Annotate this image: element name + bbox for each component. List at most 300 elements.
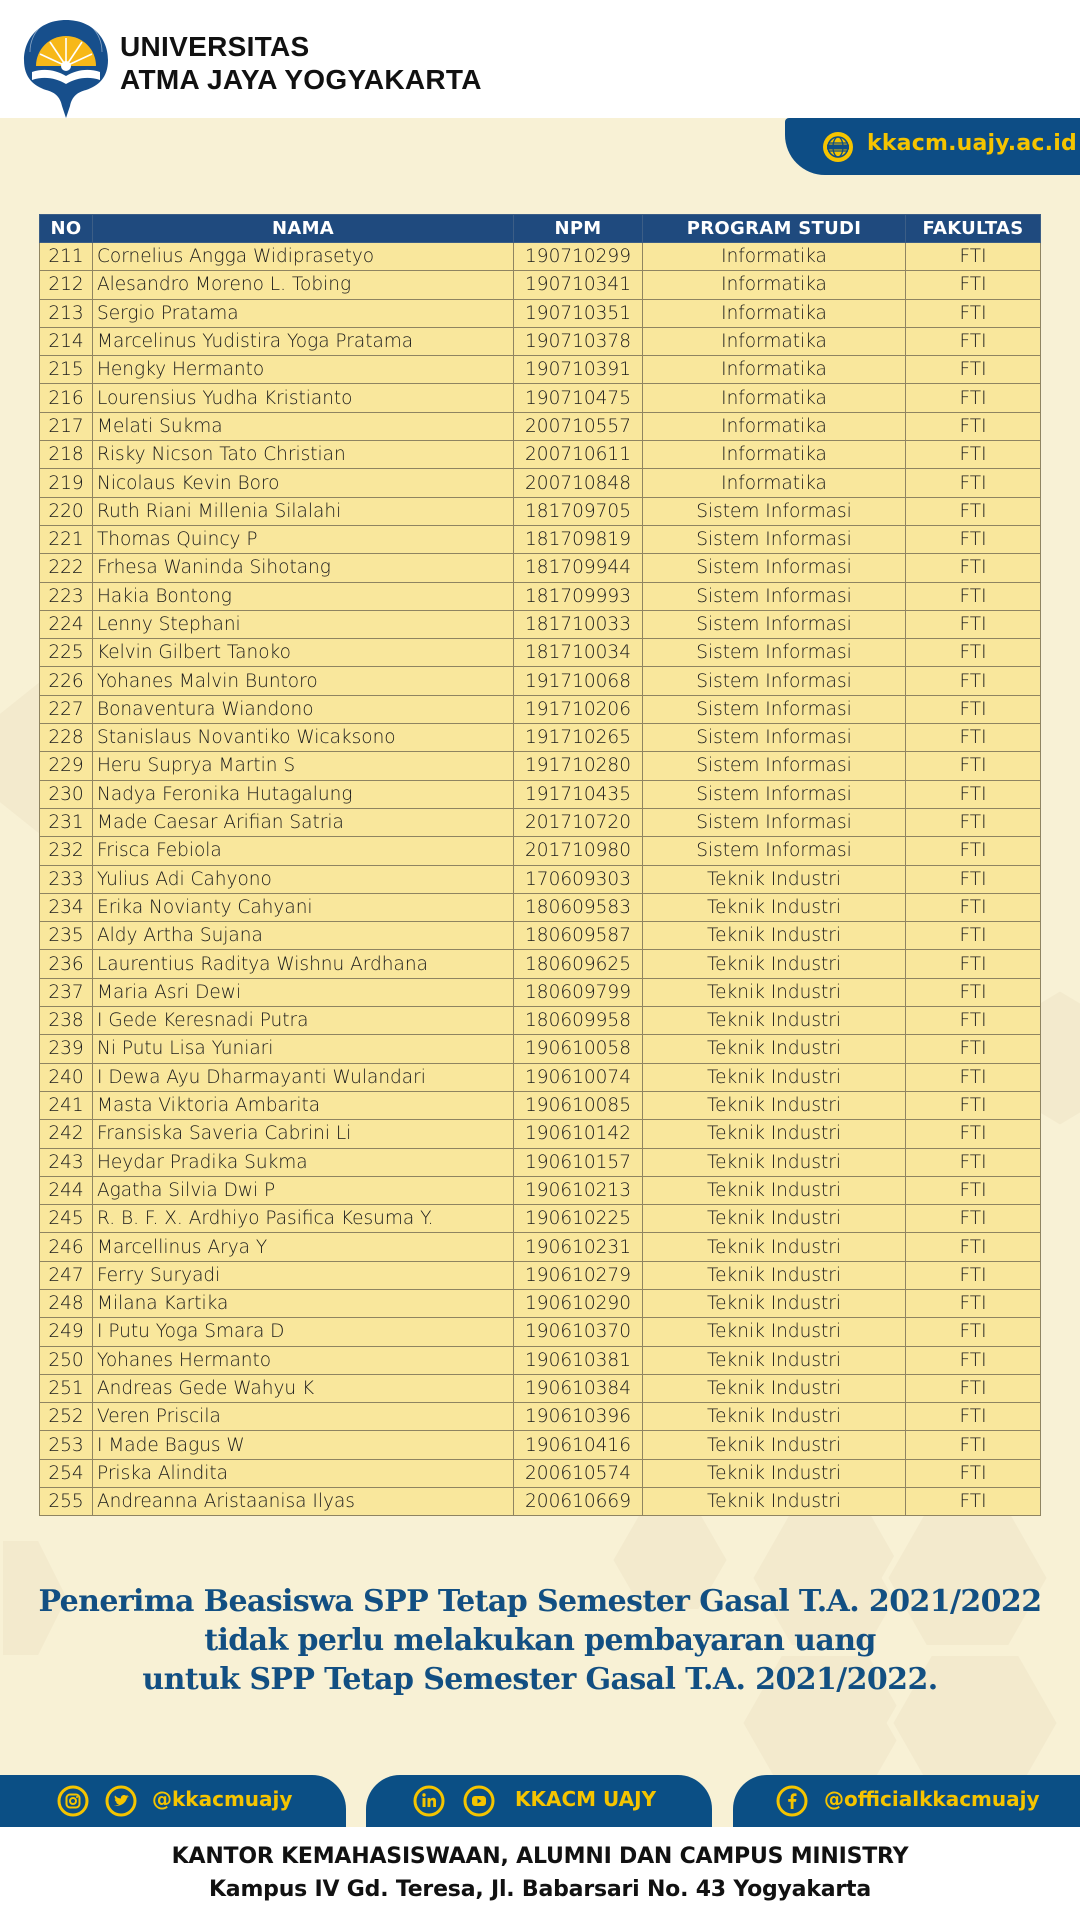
cell-npm: 190610157 xyxy=(514,1148,643,1176)
cell-fakultas: FTI xyxy=(906,695,1041,723)
cell-npm: 200610669 xyxy=(514,1488,643,1516)
cell-nama: Milana Kartika xyxy=(93,1289,514,1317)
cell-fakultas: FTI xyxy=(906,441,1041,469)
globe-www-icon xyxy=(822,131,854,163)
cell-program-studi: Informatika xyxy=(643,271,906,299)
cell-nama: Kelvin Gilbert Tanoko xyxy=(93,639,514,667)
cell-program-studi: Teknik Industri xyxy=(643,1346,906,1374)
cell-no: 222 xyxy=(40,554,93,582)
cell-nama: Veren Priscila xyxy=(93,1403,514,1431)
cell-npm: 191710068 xyxy=(514,667,643,695)
cell-npm: 190610381 xyxy=(514,1346,643,1374)
cell-npm: 200710557 xyxy=(514,412,643,440)
cell-program-studi: Teknik Industri xyxy=(643,1148,906,1176)
table-row xyxy=(40,1403,1041,1431)
table-row xyxy=(40,384,1041,412)
cell-fakultas: FTI xyxy=(906,1261,1041,1289)
table-row xyxy=(40,1233,1041,1261)
cell-nama: Nadya Feronika Hutagalung xyxy=(93,780,514,808)
table-row xyxy=(40,950,1041,978)
table-row xyxy=(40,469,1041,497)
cell-nama: Stanislaus Novantiko Wicaksono xyxy=(93,724,514,752)
cell-no: 213 xyxy=(40,299,93,327)
cell-npm: 190710475 xyxy=(514,384,643,412)
cell-program-studi: Sistem Informasi xyxy=(643,667,906,695)
table-row xyxy=(40,554,1041,582)
cell-program-studi: Teknik Industri xyxy=(643,1091,906,1119)
cell-nama: Melati Sukma xyxy=(93,412,514,440)
cell-nama: Marcellinus Arya Y xyxy=(93,1233,514,1261)
cell-fakultas: FTI xyxy=(906,1148,1041,1176)
cell-nama: Yohanes Hermanto xyxy=(93,1346,514,1374)
cell-npm: 191710280 xyxy=(514,752,643,780)
cell-npm: 191710265 xyxy=(514,724,643,752)
table-row xyxy=(40,837,1041,865)
cell-no: 245 xyxy=(40,1205,93,1233)
cell-no: 211 xyxy=(40,243,93,271)
cell-npm: 190610396 xyxy=(514,1403,643,1431)
cell-fakultas: FTI xyxy=(906,497,1041,525)
notice-line1: Penerima Beasiswa SPP Tetap Semester Gasal T.A. 2021/2022 xyxy=(38,1584,1042,1619)
cell-npm: 181710033 xyxy=(514,610,643,638)
column-header-nama: NAMA xyxy=(93,215,514,243)
cell-npm: 190710391 xyxy=(514,356,643,384)
cell-npm: 180609799 xyxy=(514,978,643,1006)
cell-npm: 200610574 xyxy=(514,1459,643,1487)
cell-no: 233 xyxy=(40,865,93,893)
cell-npm: 190610213 xyxy=(514,1176,643,1204)
cell-npm: 190610058 xyxy=(514,1035,643,1063)
cell-nama: I Made Bagus W xyxy=(93,1431,514,1459)
cell-fakultas: FTI xyxy=(906,1431,1041,1459)
cell-no: 255 xyxy=(40,1488,93,1516)
column-header-fakultas: FAKULTAS xyxy=(906,215,1041,243)
cell-npm: 190710378 xyxy=(514,327,643,355)
cell-program-studi: Informatika xyxy=(643,327,906,355)
cell-no: 239 xyxy=(40,1035,93,1063)
cell-nama: Priska Alindita xyxy=(93,1459,514,1487)
youtube-icon[interactable] xyxy=(463,1785,495,1817)
table-row xyxy=(40,1035,1041,1063)
cell-npm: 181709819 xyxy=(514,525,643,553)
cell-no: 252 xyxy=(40,1403,93,1431)
cell-fakultas: FTI xyxy=(906,1403,1041,1431)
cell-npm: 190710299 xyxy=(514,243,643,271)
cell-program-studi: Teknik Industri xyxy=(643,1459,906,1487)
cell-npm: 190610416 xyxy=(514,1431,643,1459)
cell-fakultas: FTI xyxy=(906,299,1041,327)
table-row xyxy=(40,752,1041,780)
cell-fakultas: FTI xyxy=(906,327,1041,355)
table-row xyxy=(40,1318,1041,1346)
cell-program-studi: Sistem Informasi xyxy=(643,497,906,525)
cell-nama: Andreanna Aristaanisa Ilyas xyxy=(93,1488,514,1516)
cell-fakultas: FTI xyxy=(906,610,1041,638)
cell-nama: Ruth Riani Millenia Silalahi xyxy=(93,497,514,525)
cell-program-studi: Sistem Informasi xyxy=(643,639,906,667)
cell-nama: Heydar Pradika Sukma xyxy=(93,1148,514,1176)
table-row xyxy=(40,865,1041,893)
cell-program-studi: Informatika xyxy=(643,412,906,440)
cell-nama: Hakia Bontong xyxy=(93,582,514,610)
cell-no: 219 xyxy=(40,469,93,497)
university-logo xyxy=(20,16,112,120)
cell-program-studi: Teknik Industri xyxy=(643,1120,906,1148)
cell-no: 247 xyxy=(40,1261,93,1289)
cell-nama: Marcelinus Yudistira Yoga Pratama xyxy=(93,327,514,355)
cell-fakultas: FTI xyxy=(906,780,1041,808)
cell-fakultas: FTI xyxy=(906,412,1041,440)
notice-line2: tidak perlu melakukan pembayaran uang xyxy=(204,1623,876,1658)
table-row xyxy=(40,1007,1041,1035)
scholarship-table xyxy=(39,214,1041,1516)
cell-nama: Frisca Febiola xyxy=(93,837,514,865)
table-row xyxy=(40,412,1041,440)
cell-nama: Cornelius Angga Widiprasetyo xyxy=(93,243,514,271)
cell-no: 229 xyxy=(40,752,93,780)
table-row xyxy=(40,1346,1041,1374)
cell-no: 244 xyxy=(40,1176,93,1204)
table-row xyxy=(40,808,1041,836)
cell-npm: 190610279 xyxy=(514,1261,643,1289)
cell-no: 212 xyxy=(40,271,93,299)
table-row xyxy=(40,695,1041,723)
cell-npm: 180609625 xyxy=(514,950,643,978)
cell-no: 231 xyxy=(40,808,93,836)
website-badge[interactable] xyxy=(785,118,1080,175)
column-header-npm: NPM xyxy=(514,215,643,243)
cell-nama: Made Caesar Arifian Satria xyxy=(93,808,514,836)
social-tab-officialkkacmuajy[interactable] xyxy=(733,1775,1080,1827)
table-header-row xyxy=(40,215,1041,243)
cell-nama: Lenny Stephani xyxy=(93,610,514,638)
cell-program-studi: Sistem Informasi xyxy=(643,808,906,836)
instagram-icon[interactable] xyxy=(57,1785,89,1817)
cell-no: 226 xyxy=(40,667,93,695)
cell-no: 249 xyxy=(40,1318,93,1346)
university-name-line2: ATMA JAYA YOGYAKARTA xyxy=(120,64,482,95)
cell-nama: R. B. F. X. Ardhiyo Pasifica Kesuma Y. xyxy=(93,1205,514,1233)
cell-npm: 191710206 xyxy=(514,695,643,723)
cell-fakultas: FTI xyxy=(906,1063,1041,1091)
column-header-program-studi: PROGRAM STUDI xyxy=(643,215,906,243)
cell-no: 242 xyxy=(40,1120,93,1148)
cell-fakultas: FTI xyxy=(906,1346,1041,1374)
table-row xyxy=(40,1459,1041,1487)
table-row xyxy=(40,525,1041,553)
cell-no: 230 xyxy=(40,780,93,808)
cell-program-studi: Teknik Industri xyxy=(643,1403,906,1431)
footer xyxy=(0,1827,1080,1920)
table-body xyxy=(40,243,1041,1516)
table-row xyxy=(40,299,1041,327)
cell-nama: Lourensius Yudha Kristianto xyxy=(93,384,514,412)
table-row xyxy=(40,780,1041,808)
cell-program-studi: Teknik Industri xyxy=(643,1318,906,1346)
cell-npm: 201710980 xyxy=(514,837,643,865)
cell-program-studi: Teknik Industri xyxy=(643,1374,906,1402)
cell-nama: Nicolaus Kevin Boro xyxy=(93,469,514,497)
cell-npm: 180609587 xyxy=(514,922,643,950)
cell-nama: Yulius Adi Cahyono xyxy=(93,865,514,893)
cell-fakultas: FTI xyxy=(906,808,1041,836)
cell-nama: Maria Asri Dewi xyxy=(93,978,514,1006)
table-row xyxy=(40,639,1041,667)
cell-program-studi: Teknik Industri xyxy=(643,865,906,893)
cell-npm: 190610290 xyxy=(514,1289,643,1317)
cell-npm: 181710034 xyxy=(514,639,643,667)
cell-npm: 191710435 xyxy=(514,780,643,808)
cell-program-studi: Teknik Industri xyxy=(643,1289,906,1317)
table-row xyxy=(40,724,1041,752)
table-row xyxy=(40,893,1041,921)
table-row xyxy=(40,667,1041,695)
table-row xyxy=(40,922,1041,950)
cell-no: 225 xyxy=(40,639,93,667)
facebook-icon[interactable] xyxy=(776,1785,808,1817)
cell-no: 227 xyxy=(40,695,93,723)
cell-fakultas: FTI xyxy=(906,356,1041,384)
cell-npm: 190710351 xyxy=(514,299,643,327)
cell-program-studi: Sistem Informasi xyxy=(643,525,906,553)
cell-nama: Ni Putu Lisa Yuniari xyxy=(93,1035,514,1063)
cell-fakultas: FTI xyxy=(906,922,1041,950)
cell-nama: Thomas Quincy P xyxy=(93,525,514,553)
cell-fakultas: FTI xyxy=(906,1374,1041,1402)
website-url[interactable]: kkacm.uajy.ac.id xyxy=(867,131,1077,156)
cell-npm: 201710720 xyxy=(514,808,643,836)
cell-no: 235 xyxy=(40,922,93,950)
cell-nama: Fransiska Saveria Cabrini Li xyxy=(93,1120,514,1148)
cell-nama: Heru Suprya Martin S xyxy=(93,752,514,780)
cell-nama: Masta Viktoria Ambarita xyxy=(93,1091,514,1119)
cell-nama: Yohanes Malvin Buntoro xyxy=(93,667,514,695)
cell-fakultas: FTI xyxy=(906,1488,1041,1516)
cell-no: 241 xyxy=(40,1091,93,1119)
cell-nama: Alesandro Moreno L. Tobing xyxy=(93,271,514,299)
linkedin-icon[interactable] xyxy=(413,1785,445,1817)
cell-program-studi: Informatika xyxy=(643,356,906,384)
cell-fakultas: FTI xyxy=(906,1176,1041,1204)
table-row xyxy=(40,978,1041,1006)
cell-nama: Erika Novianty Cahyani xyxy=(93,893,514,921)
cell-npm: 190610074 xyxy=(514,1063,643,1091)
cell-fakultas: FTI xyxy=(906,582,1041,610)
cell-no: 215 xyxy=(40,356,93,384)
cell-nama: I Gede Keresnadi Putra xyxy=(93,1007,514,1035)
cell-npm: 190610085 xyxy=(514,1091,643,1119)
social-handle-kkacm-uajy[interactable]: KKACM UAJY xyxy=(515,1787,657,1811)
cell-npm: 181709705 xyxy=(514,497,643,525)
social-tab-kkacm-uajy[interactable] xyxy=(366,1775,712,1827)
cell-no: 253 xyxy=(40,1431,93,1459)
cell-fakultas: FTI xyxy=(906,1035,1041,1063)
table-row xyxy=(40,1289,1041,1317)
cell-program-studi: Informatika xyxy=(643,384,906,412)
cell-no: 238 xyxy=(40,1007,93,1035)
cell-npm: 190710341 xyxy=(514,271,643,299)
cell-fakultas: FTI xyxy=(906,724,1041,752)
cell-no: 232 xyxy=(40,837,93,865)
table-row xyxy=(40,1063,1041,1091)
table-row xyxy=(40,582,1041,610)
cell-program-studi: Teknik Industri xyxy=(643,1233,906,1261)
cell-nama: Ferry Suryadi xyxy=(93,1261,514,1289)
cell-fakultas: FTI xyxy=(906,667,1041,695)
cell-program-studi: Teknik Industri xyxy=(643,1035,906,1063)
cell-program-studi: Sistem Informasi xyxy=(643,752,906,780)
cell-npm: 190610142 xyxy=(514,1120,643,1148)
cell-program-studi: Teknik Industri xyxy=(643,1176,906,1204)
cell-no: 214 xyxy=(40,327,93,355)
cell-fakultas: FTI xyxy=(906,950,1041,978)
cell-npm: 170609303 xyxy=(514,865,643,893)
social-handle-kkacmuajy[interactable]: @kkacmuajy xyxy=(152,1787,293,1811)
cell-nama: Aldy Artha Sujana xyxy=(93,922,514,950)
table-row xyxy=(40,1374,1041,1402)
table-row xyxy=(40,610,1041,638)
cell-program-studi: Informatika xyxy=(643,299,906,327)
cell-no: 224 xyxy=(40,610,93,638)
cell-no: 248 xyxy=(40,1289,93,1317)
table-row xyxy=(40,497,1041,525)
cell-fakultas: FTI xyxy=(906,893,1041,921)
column-header-no: NO xyxy=(40,215,93,243)
cell-program-studi: Sistem Informasi xyxy=(643,837,906,865)
cell-program-studi: Teknik Industri xyxy=(643,922,906,950)
cell-npm: 181709993 xyxy=(514,582,643,610)
table-row xyxy=(40,243,1041,271)
cell-fakultas: FTI xyxy=(906,1289,1041,1317)
cell-npm: 190610225 xyxy=(514,1205,643,1233)
university-name xyxy=(120,30,482,96)
cell-nama: Agatha Silvia Dwi P xyxy=(93,1176,514,1204)
header-bar xyxy=(0,0,1080,118)
cell-fakultas: FTI xyxy=(906,1120,1041,1148)
table-row xyxy=(40,1205,1041,1233)
cell-no: 228 xyxy=(40,724,93,752)
cell-no: 216 xyxy=(40,384,93,412)
university-name-line1: UNIVERSITAS xyxy=(120,31,310,62)
cell-npm: 180609583 xyxy=(514,893,643,921)
cell-fakultas: FTI xyxy=(906,752,1041,780)
cell-program-studi: Teknik Industri xyxy=(643,978,906,1006)
cell-nama: Frhesa Waninda Sihotang xyxy=(93,554,514,582)
cell-fakultas: FTI xyxy=(906,639,1041,667)
cell-no: 246 xyxy=(40,1233,93,1261)
cell-fakultas: FTI xyxy=(906,469,1041,497)
notice-line3: untuk SPP Tetap Semester Gasal T.A. 2021/2022. xyxy=(142,1662,938,1697)
cell-fakultas: FTI xyxy=(906,525,1041,553)
cell-program-studi: Teknik Industri xyxy=(643,1205,906,1233)
cell-no: 251 xyxy=(40,1374,93,1402)
cell-nama: Andreas Gede Wahyu K xyxy=(93,1374,514,1402)
table-row xyxy=(40,1261,1041,1289)
cell-fakultas: FTI xyxy=(906,384,1041,412)
twitter-icon[interactable] xyxy=(105,1785,137,1817)
table-row xyxy=(40,1148,1041,1176)
cell-npm: 180609958 xyxy=(514,1007,643,1035)
cell-program-studi: Sistem Informasi xyxy=(643,582,906,610)
table-row xyxy=(40,271,1041,299)
cell-program-studi: Teknik Industri xyxy=(643,950,906,978)
footer-address: Kampus IV Gd. Teresa, Jl. Babarsari No. 43 Yogyakarta xyxy=(208,1877,872,1902)
cell-program-studi: Informatika xyxy=(643,441,906,469)
cell-fakultas: FTI xyxy=(906,243,1041,271)
cell-no: 220 xyxy=(40,497,93,525)
cell-no: 240 xyxy=(40,1063,93,1091)
cell-fakultas: FTI xyxy=(906,1007,1041,1035)
cell-program-studi: Informatika xyxy=(643,469,906,497)
cell-nama: I Putu Yoga Smara D xyxy=(93,1318,514,1346)
cell-npm: 200710848 xyxy=(514,469,643,497)
cell-program-studi: Teknik Industri xyxy=(643,1007,906,1035)
cell-npm: 190610384 xyxy=(514,1374,643,1402)
cell-fakultas: FTI xyxy=(906,1205,1041,1233)
cell-program-studi: Teknik Industri xyxy=(643,1261,906,1289)
cell-fakultas: FTI xyxy=(906,865,1041,893)
notice-text xyxy=(0,1582,1080,1699)
table-row xyxy=(40,327,1041,355)
cell-no: 221 xyxy=(40,525,93,553)
cell-nama: I Dewa Ayu Dharmayanti Wulandari xyxy=(93,1063,514,1091)
cell-program-studi: Teknik Industri xyxy=(643,1063,906,1091)
cell-nama: Risky Nicson Tato Christian xyxy=(93,441,514,469)
cell-program-studi: Teknik Industri xyxy=(643,1431,906,1459)
cell-nama: Hengky Hermanto xyxy=(93,356,514,384)
cell-fakultas: FTI xyxy=(906,1318,1041,1346)
cell-program-studi: Sistem Informasi xyxy=(643,780,906,808)
cell-fakultas: FTI xyxy=(906,837,1041,865)
table-row xyxy=(40,1091,1041,1119)
cell-no: 243 xyxy=(40,1148,93,1176)
cell-fakultas: FTI xyxy=(906,554,1041,582)
cell-no: 234 xyxy=(40,893,93,921)
cell-no: 250 xyxy=(40,1346,93,1374)
social-tab-kkacmuajy[interactable] xyxy=(0,1775,346,1827)
cell-program-studi: Sistem Informasi xyxy=(643,724,906,752)
cell-no: 218 xyxy=(40,441,93,469)
cell-npm: 190610231 xyxy=(514,1233,643,1261)
cell-program-studi: Teknik Industri xyxy=(643,1488,906,1516)
cell-no: 217 xyxy=(40,412,93,440)
cell-program-studi: Sistem Informasi xyxy=(643,610,906,638)
cell-program-studi: Sistem Informasi xyxy=(643,695,906,723)
social-handle-officialkkacmuajy[interactable]: @officialkkacmuajy xyxy=(824,1787,1040,1811)
cell-no: 237 xyxy=(40,978,93,1006)
cell-nama: Sergio Pratama xyxy=(93,299,514,327)
table-row xyxy=(40,1431,1041,1459)
cell-program-studi: Sistem Informasi xyxy=(643,554,906,582)
cell-no: 223 xyxy=(40,582,93,610)
cell-npm: 200710611 xyxy=(514,441,643,469)
cell-nama: Laurentius Raditya Wishnu Ardhana xyxy=(93,950,514,978)
table-row xyxy=(40,441,1041,469)
table-row xyxy=(40,1120,1041,1148)
cell-fakultas: FTI xyxy=(906,978,1041,1006)
cell-program-studi: Informatika xyxy=(643,243,906,271)
cell-npm: 181709944 xyxy=(514,554,643,582)
cell-fakultas: FTI xyxy=(906,271,1041,299)
cell-fakultas: FTI xyxy=(906,1459,1041,1487)
table-row xyxy=(40,356,1041,384)
cell-fakultas: FTI xyxy=(906,1233,1041,1261)
cell-npm: 190610370 xyxy=(514,1318,643,1346)
cell-fakultas: FTI xyxy=(906,1091,1041,1119)
cell-nama: Bonaventura Wiandono xyxy=(93,695,514,723)
cell-no: 254 xyxy=(40,1459,93,1487)
cell-program-studi: Teknik Industri xyxy=(643,893,906,921)
